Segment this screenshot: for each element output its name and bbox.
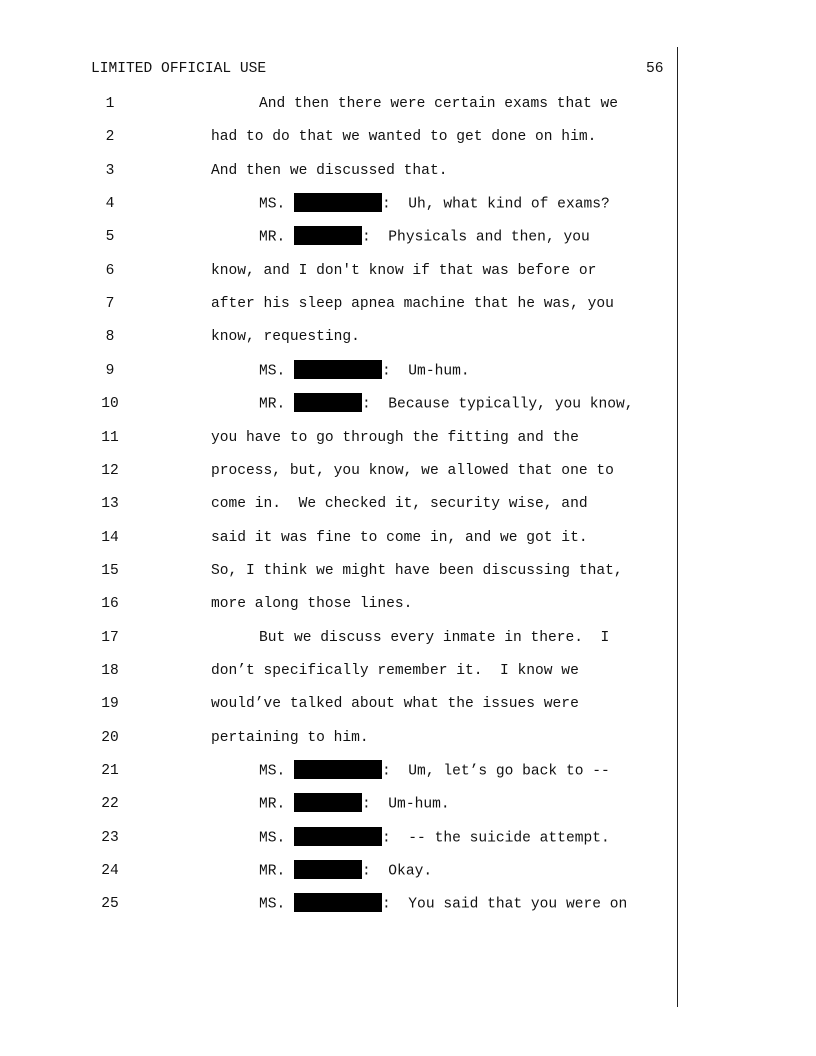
line-text-segment: more along those lines.	[211, 596, 413, 613]
line-number: 6	[105, 262, 115, 279]
transcript-line	[0, 394, 816, 414]
line-number: 9	[105, 362, 115, 379]
line-text-segment: MS.	[259, 830, 295, 847]
line-text-segment: MR.	[259, 863, 295, 880]
redaction-box	[294, 393, 362, 412]
transcript-line	[0, 894, 816, 914]
line-number: 1	[105, 96, 115, 112]
line-text-segment: come in. We checked it, security wise, and	[211, 496, 588, 513]
line-number: 4	[105, 196, 115, 213]
line-text-segment: MS.	[259, 363, 295, 380]
line-text-segment: : -- the suicide attempt.	[382, 830, 610, 847]
line-number: 11	[101, 429, 119, 446]
line-text	[259, 761, 610, 781]
line-number: 2	[105, 129, 115, 146]
transcript-line	[0, 661, 816, 681]
line-text	[211, 127, 596, 147]
line-text	[211, 494, 588, 514]
line-text	[211, 461, 614, 481]
transcript-line	[0, 194, 816, 214]
line-text	[259, 828, 610, 848]
line-text	[259, 227, 590, 247]
line-number: 14	[101, 529, 119, 546]
line-text-segment: : Okay.	[362, 863, 433, 880]
line-text	[211, 528, 588, 548]
line-text-segment: MS.	[259, 896, 295, 913]
redaction-box	[294, 893, 382, 912]
transcript-line	[0, 761, 816, 781]
redaction-box	[294, 793, 362, 812]
line-text	[211, 728, 369, 748]
line-text	[259, 361, 470, 381]
line-number: 22	[101, 796, 119, 813]
transcript-line	[0, 528, 816, 548]
line-text-segment: MR.	[259, 229, 295, 246]
line-text-segment: MS.	[259, 196, 295, 213]
line-text-segment: And then we discussed that.	[211, 162, 448, 179]
line-text-segment: : Um-hum.	[382, 363, 470, 380]
line-text	[259, 794, 450, 814]
line-number: 5	[105, 229, 115, 246]
line-text-segment: : Uh, what kind of exams?	[382, 196, 610, 213]
line-text	[211, 428, 579, 448]
redaction-box	[294, 226, 362, 245]
line-number: 13	[101, 496, 119, 513]
transcript-line	[0, 327, 816, 347]
line-number: 7	[105, 296, 115, 313]
line-text-segment: So, I think we might have been discussing that,	[211, 562, 623, 579]
line-text-segment: : Um, let’s go back to --	[382, 763, 610, 780]
transcript-line	[0, 828, 816, 848]
transcript-line	[0, 561, 816, 581]
line-text	[259, 894, 627, 914]
transcript-line	[0, 127, 816, 147]
line-number: 24	[101, 863, 119, 880]
line-text-segment: would’ve talked about what the issues were	[211, 696, 579, 713]
transcript-line	[0, 94, 816, 114]
line-number: 8	[105, 329, 115, 346]
page-number: 56	[646, 61, 664, 77]
transcript-line	[0, 461, 816, 481]
transcript-line	[0, 428, 816, 448]
line-text-segment: pertaining to him.	[211, 729, 369, 746]
transcript-line	[0, 861, 816, 881]
line-number: 20	[101, 729, 119, 746]
line-text	[211, 561, 623, 581]
redaction-box	[294, 193, 382, 212]
line-text-segment: : You said that you were on	[382, 896, 628, 913]
redaction-box	[294, 760, 382, 779]
line-text-segment: know, and I don't know if that was before or	[211, 262, 597, 279]
line-text	[211, 694, 579, 714]
classification-header: LIMITED OFFICIAL USE	[91, 61, 267, 77]
line-text-segment: But we discuss every inmate in there. I	[259, 629, 610, 646]
line-number: 23	[101, 829, 119, 846]
line-text-segment: process, but, you know, we allowed that one to	[211, 462, 614, 479]
line-text-segment: don’t specifically remember it. I know we	[211, 662, 579, 679]
line-text-segment: : Um-hum.	[362, 796, 450, 813]
line-text-segment: said it was fine to come in, and we got it.	[211, 529, 588, 546]
line-text	[259, 194, 610, 214]
line-number: 15	[101, 562, 119, 579]
line-number: 25	[101, 896, 119, 913]
line-number: 18	[101, 662, 119, 679]
transcript-line	[0, 361, 816, 381]
transcript-line	[0, 694, 816, 714]
redaction-box	[294, 860, 362, 879]
transcript-line	[0, 794, 816, 814]
transcript-line	[0, 294, 816, 314]
line-text-segment: you have to go through the fitting and the	[211, 429, 579, 446]
transcript-line	[0, 227, 816, 247]
line-text	[211, 261, 596, 281]
line-text-segment: And then there were certain exams that we	[259, 96, 619, 112]
line-number: 16	[101, 596, 119, 613]
line-text	[211, 594, 412, 614]
line-text	[211, 294, 614, 314]
line-text-segment: MS.	[259, 763, 295, 780]
line-number: 3	[105, 162, 115, 179]
line-text-segment: after his sleep apnea machine that he was, you	[211, 296, 614, 313]
line-text	[259, 628, 609, 648]
line-text	[259, 394, 634, 414]
line-text	[259, 861, 432, 881]
line-text-segment: : Physicals and then, you	[362, 229, 590, 246]
line-text	[211, 661, 579, 681]
line-text	[211, 161, 447, 181]
line-number: 21	[101, 763, 119, 779]
line-number: 19	[101, 696, 119, 713]
transcript-line	[0, 594, 816, 614]
line-text-segment: : Because typically, you know,	[362, 396, 634, 413]
transcript-line	[0, 728, 816, 748]
line-text	[259, 94, 618, 114]
redaction-box	[294, 827, 382, 846]
line-text-segment: MR.	[259, 796, 295, 813]
transcript-line	[0, 261, 816, 281]
line-number: 12	[101, 462, 119, 479]
line-text	[211, 327, 360, 347]
redaction-box	[294, 360, 382, 379]
transcript-line	[0, 161, 816, 181]
line-number: 17	[101, 629, 119, 646]
transcript-line	[0, 494, 816, 514]
transcript-line	[0, 628, 816, 648]
line-text-segment: had to do that we wanted to get done on him.	[211, 129, 597, 146]
line-text-segment: MR.	[259, 396, 295, 413]
line-number: 10	[101, 396, 119, 413]
line-text-segment: know, requesting.	[211, 329, 360, 346]
